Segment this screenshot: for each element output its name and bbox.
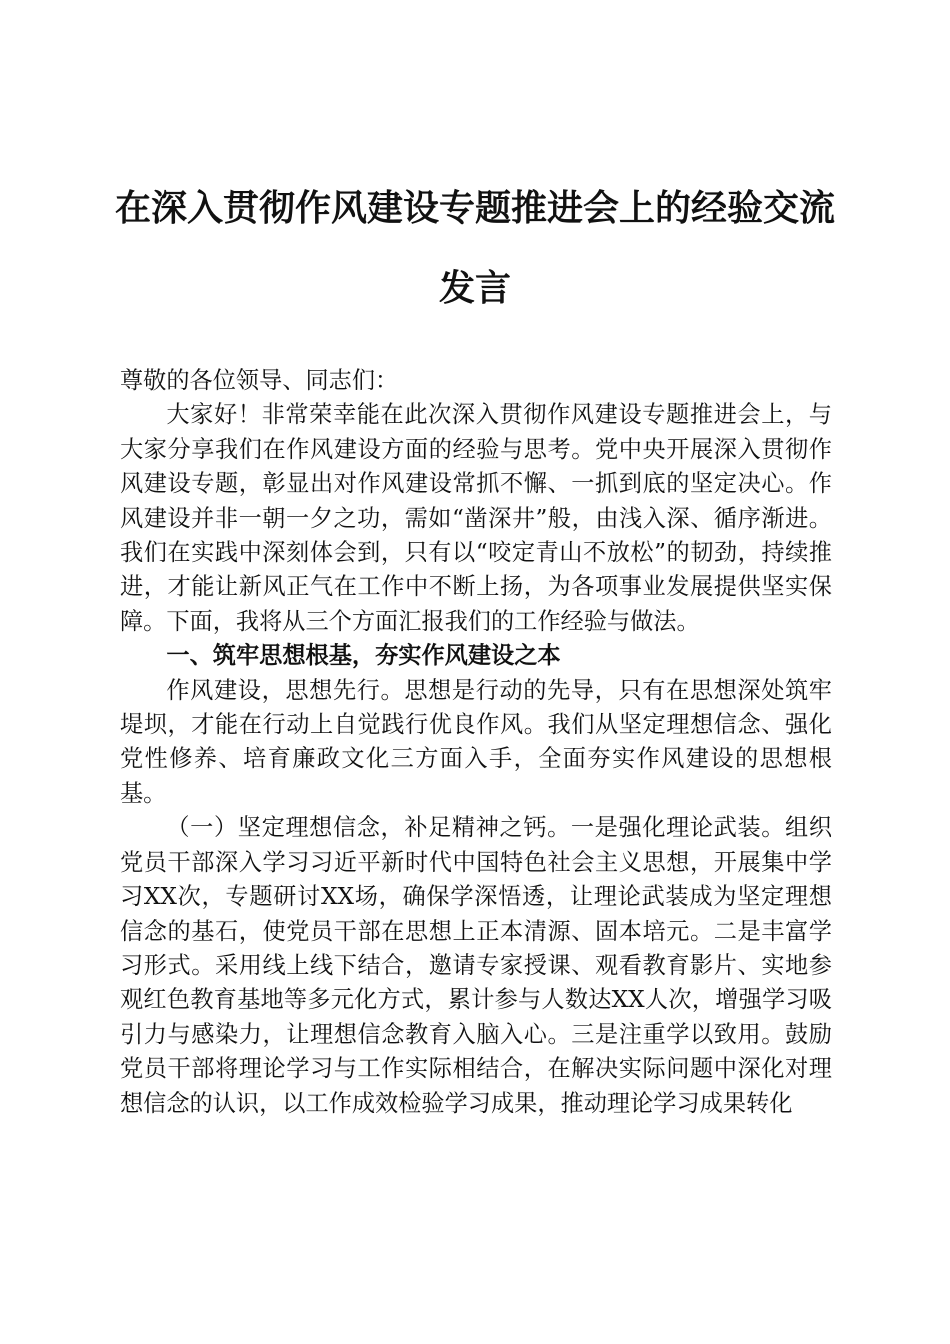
document-title: 在深入贯彻作风建设专题推进会上的经验交流发言	[114, 187, 835, 309]
subsection-1-lead: （一）坚定理想信念，补足精神之钙。	[166, 814, 571, 842]
document-body	[120, 364, 832, 1121]
subsection-1-text: 一是强化理论武装。组织党员干部深入学习习近平新时代中国特色社会主义思想，开展集中学习XX次，专题研讨XX场，确保学深悟透，让理论武装成为坚定理想信念的基石，使党员干部在思想上正本清源、固本培元。二是丰富学习形式。采用线上线下结合，邀请专家授课、观看教育影片、实地参观红色教育基地等多元化方式，累计参与人数达XX人次，增强学习吸引力与感染力，让理想信念教育入脑入心。三是注重学以致用。鼓励党员干部将理论学习与工作实际相结合，在解决实际问题中深化对理想信念的认识，以工作成效检验学习成果，推动理论学习成果转化	[120, 814, 833, 1117]
opening-paragraph: 大家好！非常荣幸能在此次深入贯彻作风建设专题推进会上，与大家分享我们在作风建设方面的经验与思考。党中央开展深入贯彻作风建设专题，彰显出对作风建设常抓不懈、一抓到底的坚定决心。作风建设并非一朝一夕之功，需如“凿深井”般，由浅入深、循序渐进。我们在实践中深刻体会到，只有以“咬定青山不放松”的韧劲，持续推进，才能让新风正气在工作中不断上扬，为各项事业发展提供坚实保障。下面，我将从三个方面汇报我们的工作经验与做法。	[120, 401, 832, 635]
subsection-1-paragraph	[120, 811, 832, 1121]
section-heading-1: 一、筑牢思想根基，夯实作风建设之本	[166, 642, 561, 670]
section-1-intro: 作风建设，思想先行。思想是行动的先导，只有在思想深处筑牢堤坝，才能在行动上自觉践行优良作风。我们从坚定理想信念、强化党性修养、培育廉政文化三方面入手，全面夯实作风建设的思想根基。	[120, 676, 832, 807]
salutation: 尊敬的各位领导、同志们：	[120, 367, 399, 394]
